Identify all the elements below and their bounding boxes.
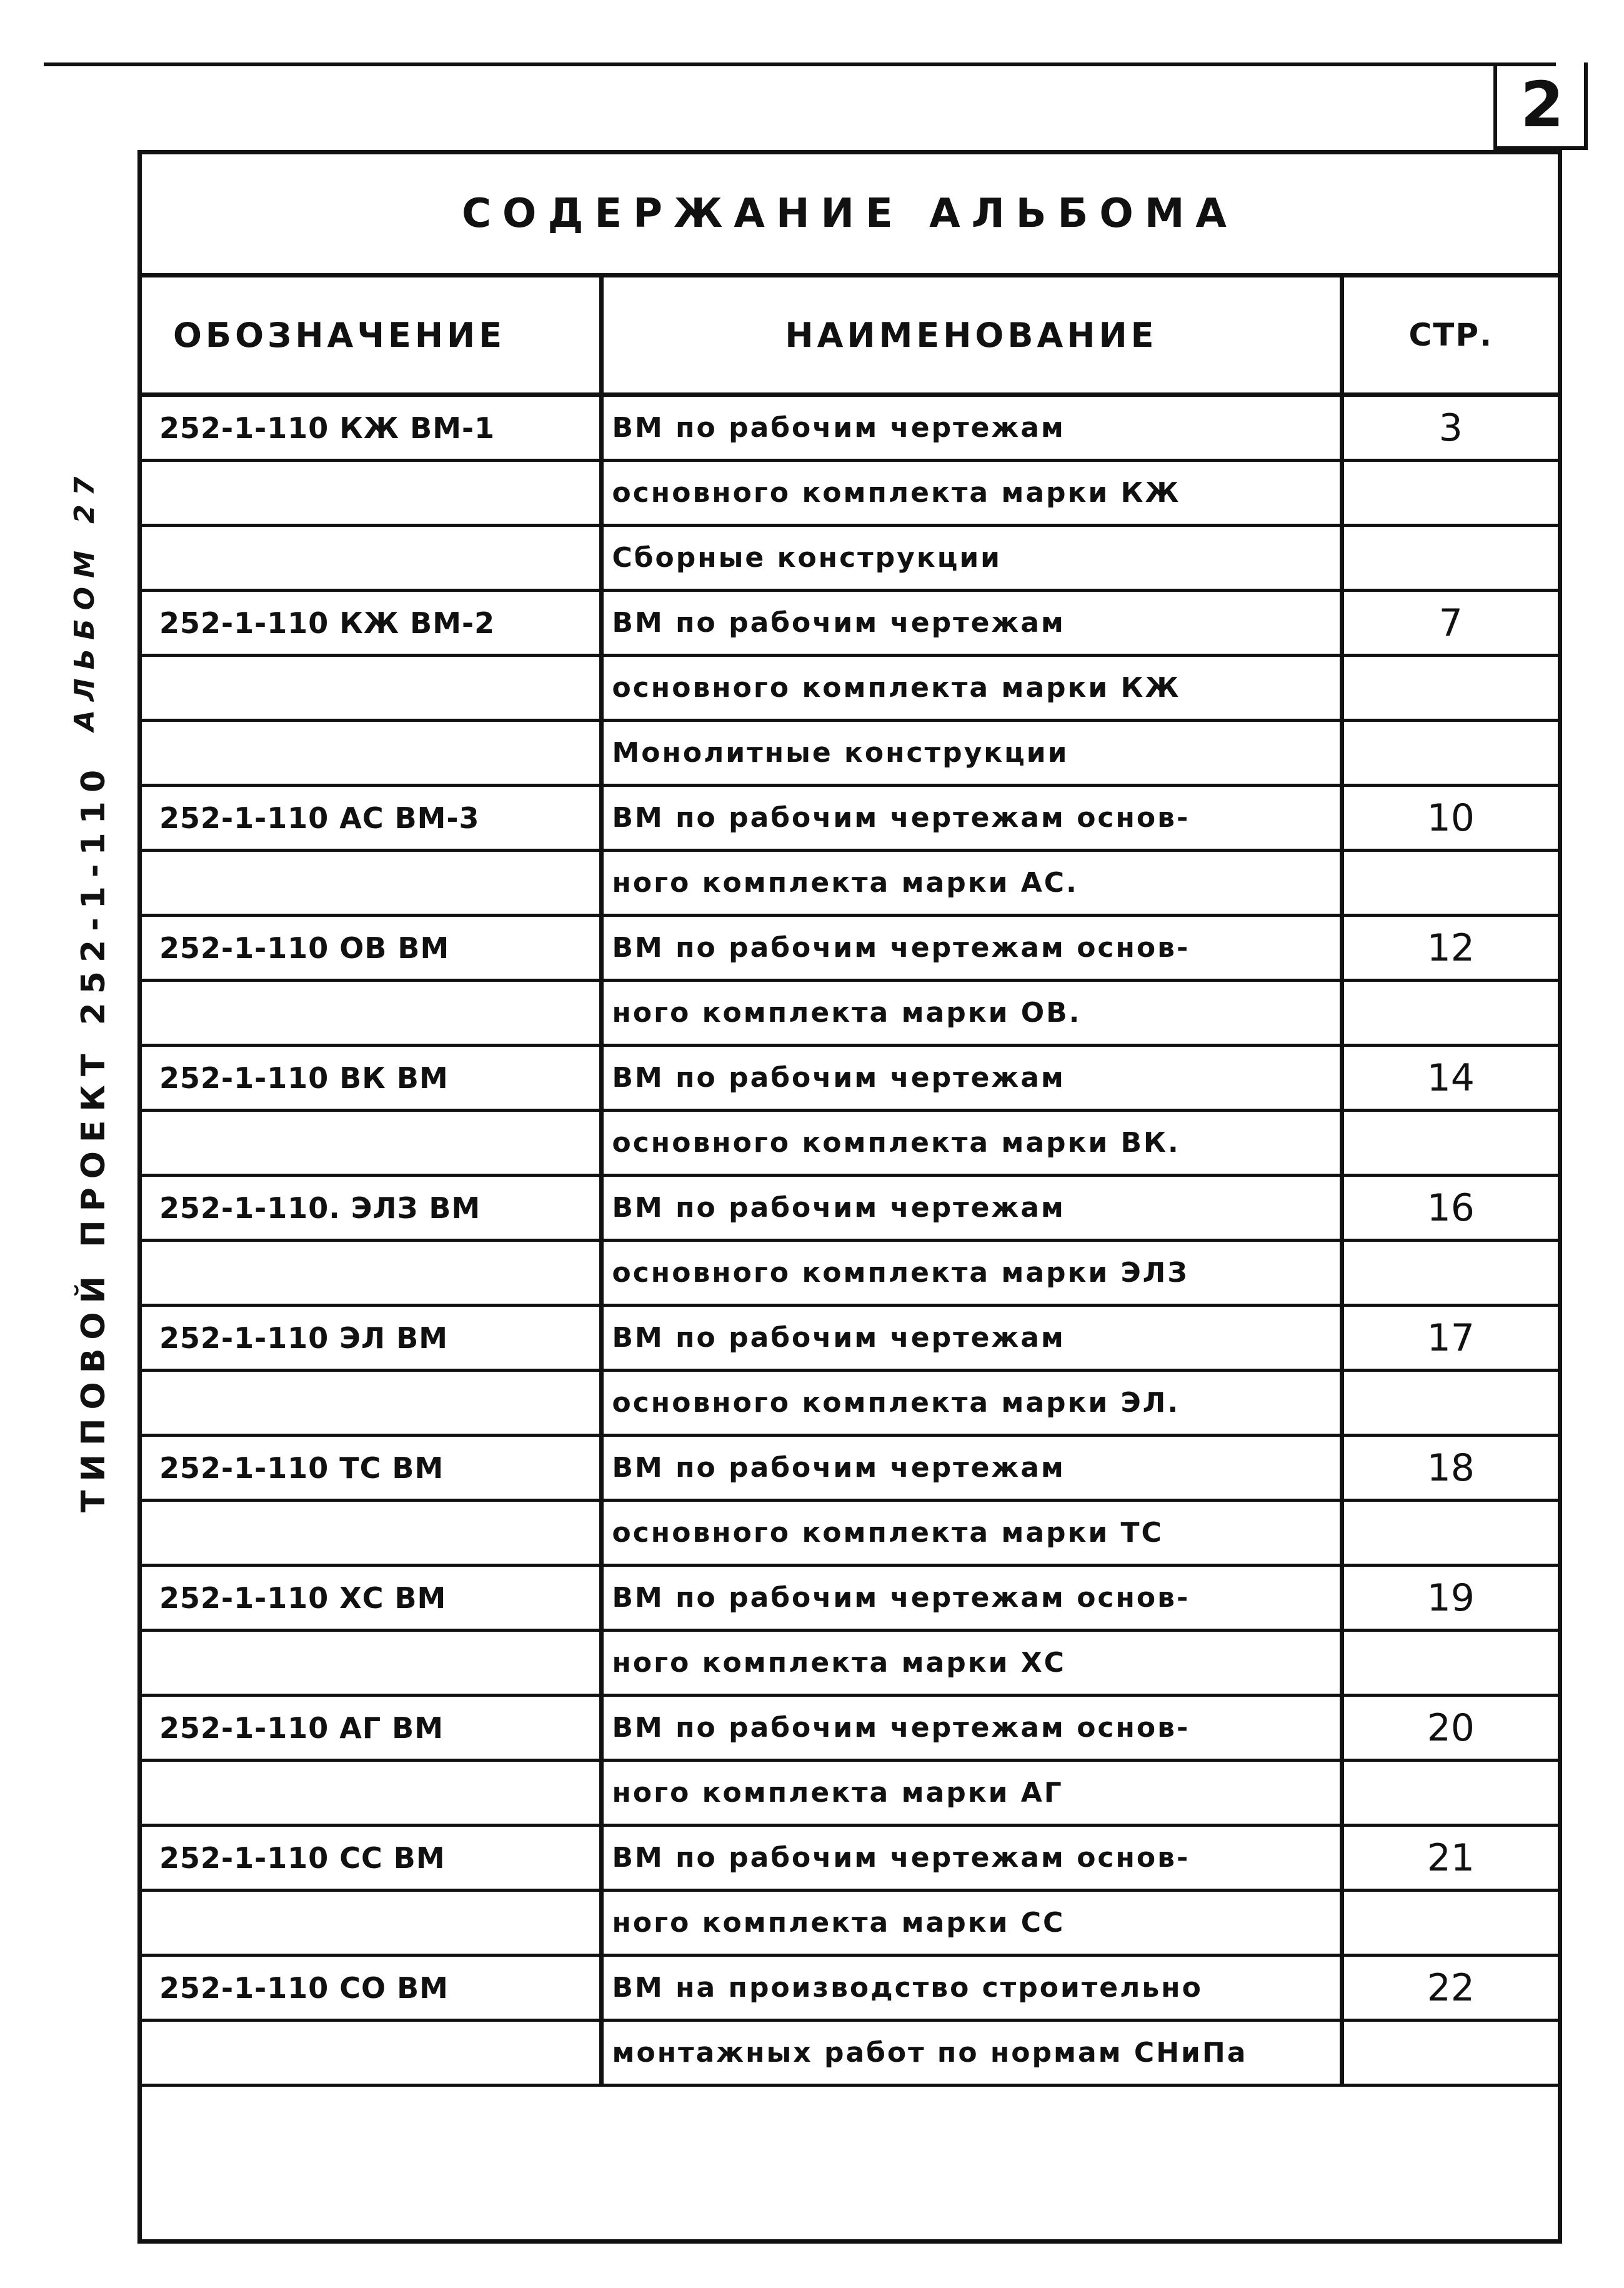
name-cell: ного комплекта марки АГ [601,1761,1342,1826]
name-cell: ВМ по рабочим чертежам [601,1306,1342,1371]
designation-cell: 252-1-110 ХС ВМ [142,1566,601,1631]
name-cell: основного комплекта марки ТС [601,1501,1342,1566]
table-row [142,721,1558,786]
designation-cell: 252-1-110 ТС ВМ [142,1436,601,1501]
contents-table [142,277,1558,2087]
page-cell: 12 [1342,916,1558,981]
designation-cell [142,851,601,916]
designation-cell: 252-1-110 СС ВМ [142,1826,601,1891]
table-row [142,1371,1558,1436]
designation-cell: 252-1-110 СО ВМ [142,1956,601,2021]
table-row [142,1046,1558,1111]
page-cell: 20 [1342,1696,1558,1761]
table-row [142,1306,1558,1371]
designation-cell [142,721,601,786]
page-cell [1342,1761,1558,1826]
name-cell: основного комплекта марки КЖ [601,656,1342,721]
name-cell: ВМ по рабочим чертежам основ- [601,1826,1342,1891]
table-row [142,461,1558,526]
name-cell: Сборные конструкции [601,526,1342,591]
table-row [142,786,1558,851]
designation-cell: 252-1-110 АГ ВМ [142,1696,601,1761]
designation-cell [142,1631,601,1696]
designation-cell [142,2021,601,2086]
table-row [142,1566,1558,1631]
designation-cell: 252-1-110 АС ВМ-3 [142,786,601,851]
designation-cell [142,1501,601,1566]
name-cell: ного комплекта марки АС. [601,851,1342,916]
name-cell: основного комплекта марки ВК. [601,1111,1342,1176]
table-row [142,1501,1558,1566]
column-header-page: СТР. [1342,277,1558,395]
designation-cell [142,1111,601,1176]
table-row [142,395,1558,461]
page-cell: 21 [1342,1826,1558,1891]
designation-cell: 252-1-110. ЭЛЗ ВМ [142,1176,601,1241]
page-cell: 16 [1342,1176,1558,1241]
page-cell [1342,981,1558,1046]
page-cell [1342,1891,1558,1956]
designation-cell: 252-1-110 КЖ ВМ-1 [142,395,601,461]
designation-cell [142,981,601,1046]
name-cell: ного комплекта марки СС [601,1891,1342,1956]
table-row [142,1241,1558,1306]
table-header-row [142,277,1558,395]
name-cell: ВМ по рабочим чертежам [601,1436,1342,1501]
page-cell [1342,461,1558,526]
name-cell: основного комплекта марки ЭЛ. [601,1371,1342,1436]
name-cell: ВМ по рабочим чертежам основ- [601,916,1342,981]
table-row [142,656,1558,721]
page-cell: 14 [1342,1046,1558,1111]
designation-cell: 252-1-110 КЖ ВМ-2 [142,591,601,656]
page-cell [1342,656,1558,721]
contents-sheet [137,150,1562,2244]
name-cell: ВМ по рабочим чертежам [601,1046,1342,1111]
designation-cell [142,1371,601,1436]
page-cell: 3 [1342,395,1558,461]
table-row [142,1956,1558,2021]
name-cell: ВМ по рабочим чертежам [601,1176,1342,1241]
table-row [142,1891,1558,1956]
name-cell: ного комплекта марки ХС [601,1631,1342,1696]
page-cell [1342,1241,1558,1306]
designation-cell [142,1241,601,1306]
designation-cell [142,526,601,591]
page-cell [1342,721,1558,786]
page-cell [1342,1371,1558,1436]
table-row [142,1436,1558,1501]
page-cell: 17 [1342,1306,1558,1371]
designation-cell [142,1761,601,1826]
page-cell [1342,1631,1558,1696]
designation-cell [142,1891,601,1956]
page-cell: 22 [1342,1956,1558,2021]
name-cell: основного комплекта марки ЭЛЗ [601,1241,1342,1306]
designation-cell: 252-1-110 ВК ВМ [142,1046,601,1111]
page-cell: 18 [1342,1436,1558,1501]
name-cell: монтажных работ по нормам СНиПа [601,2021,1342,2086]
name-cell: Монолитные конструкции [601,721,1342,786]
table-row [142,851,1558,916]
side-label-album: АЛЬБОМ 27 [69,467,101,731]
page-number: 2 [1493,62,1587,150]
designation-cell [142,461,601,526]
designation-cell: 252-1-110 ОВ ВМ [142,916,601,981]
table-row [142,1826,1558,1891]
name-cell: ВМ по рабочим чертежам основ- [601,1566,1342,1631]
table-row [142,2021,1558,2086]
name-cell: ВМ на производство строительно [601,1956,1342,2021]
table-row [142,591,1558,656]
document-title: СОДЕРЖАНИЕ АЛЬБОМА [142,154,1558,277]
page-cell [1342,1501,1558,1566]
page-cell [1342,851,1558,916]
page-cell: 10 [1342,786,1558,851]
name-cell: ВМ по рабочим чертежам [601,591,1342,656]
name-cell: основного комплекта марки КЖ [601,461,1342,526]
table-row [142,1111,1558,1176]
top-rule [44,62,1556,66]
page-cell [1342,526,1558,591]
page-cell: 19 [1342,1566,1558,1631]
name-cell: ВМ по рабочим чертежам [601,395,1342,461]
table-row [142,526,1558,591]
table-row [142,1631,1558,1696]
table-row [142,1176,1558,1241]
designation-cell: 252-1-110 ЭЛ ВМ [142,1306,601,1371]
name-cell: ного комплекта марки ОВ. [601,981,1342,1046]
column-header-name: НАИМЕНОВАНИЕ [601,277,1342,395]
name-cell: ВМ по рабочим чертежам основ- [601,786,1342,851]
designation-cell [142,656,601,721]
name-cell: ВМ по рабочим чертежам основ- [601,1696,1342,1761]
table-row [142,1696,1558,1761]
table-row [142,916,1558,981]
table-row [142,1761,1558,1826]
page-box-border [1584,62,1588,150]
side-label-project: ТИПОВОЙ ПРОЕКТ 252-1-110 [75,761,112,1512]
page-cell [1342,2021,1558,2086]
table-row [142,981,1558,1046]
page-cell [1342,1111,1558,1176]
page-cell: 7 [1342,591,1558,656]
column-header-designation: ОБОЗНАЧЕНИЕ [142,277,601,395]
